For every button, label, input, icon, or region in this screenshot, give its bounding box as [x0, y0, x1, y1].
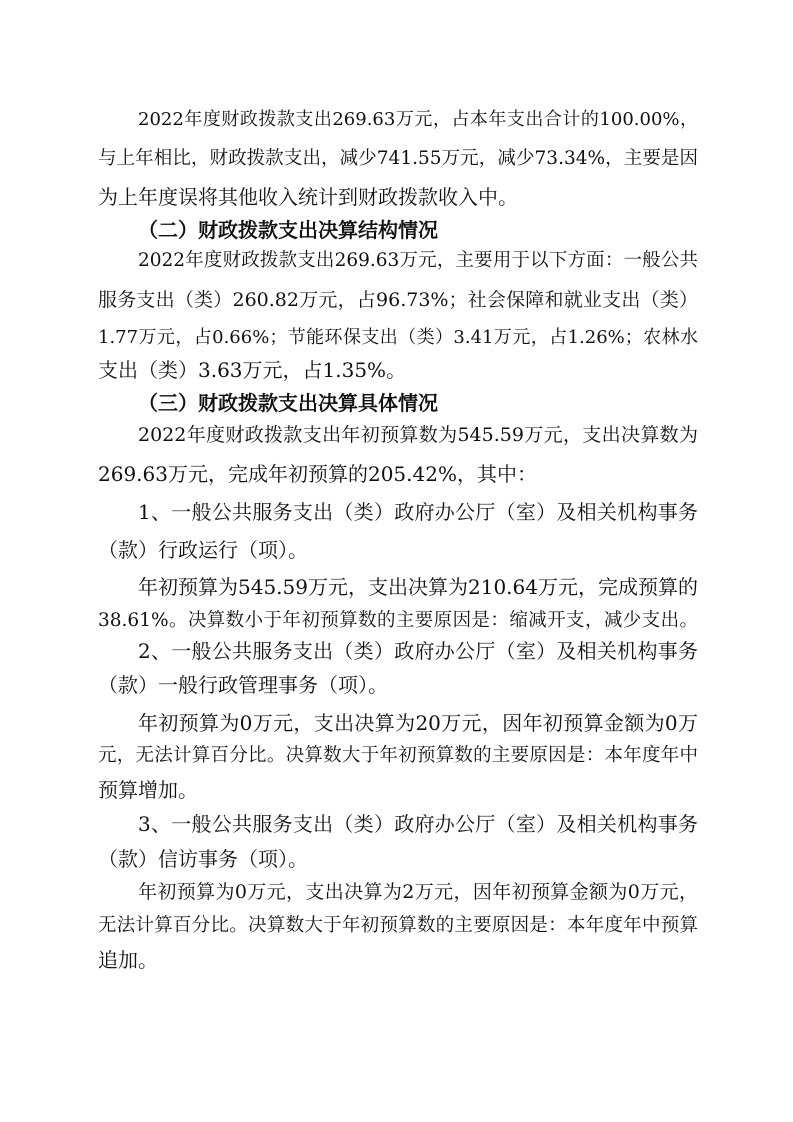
paragraph-line: （款）一般行政管理事务（项）。 — [98, 673, 388, 697]
section-heading: （三）财政拨款支出决算具体情况 — [138, 391, 438, 415]
paragraph-line: 无法计算百分比。决算数大于年初预算数的主要原因是：本年度年中预算 — [98, 915, 698, 936]
paragraph-line: 2、一般公共服务支出（类）政府办公厅（室）及相关机构事务 — [138, 639, 698, 663]
paragraph-line: 3、一般公共服务支出（类）政府办公厅（室）及相关机构事务 — [138, 812, 698, 836]
paragraph-line: 年初预算为545.59万元，支出决算为210.64万元，完成预算的 — [138, 575, 698, 599]
paragraph-line: 追加。 — [98, 948, 158, 972]
paragraph-line: 2022年度财政拨款支出269.63万元，主要用于以下方面：一般公共 — [138, 250, 698, 271]
paragraph-line: 269.63万元，完成年初预算的205.42%，其中： — [98, 462, 537, 486]
paragraph-line: 1、一般公共服务支出（类）政府办公厅（室）及相关机构事务 — [138, 500, 698, 524]
paragraph-line: 支出（类）3.63万元，占1.35%。 — [98, 358, 407, 382]
paragraph-line: 元，无法计算百分比。决算数大于年初预算数的主要原因是：本年度年中 — [98, 745, 698, 766]
paragraph-line: 2022年度财政拨款支出年初预算数为545.59万元，支出决算数为 — [138, 424, 698, 446]
paragraph-line: 服务支出（类）260.82万元，占96.73%；社会保障和就业支出（类） — [98, 289, 698, 311]
paragraph-line: （款）信访事务（项）。 — [98, 847, 308, 871]
section-heading: （二）财政拨款支出决算结构情况 — [138, 218, 438, 242]
paragraph-line: 与上年相比，财政拨款支出，减少741.55万元，减少73.34%，主要是因 — [98, 148, 698, 169]
paragraph-line: 38.61%。决算数小于年初预算数的主要原因是：缩减开支，减少支出。 — [98, 610, 698, 631]
paragraph-line: （款）行政运行（项）。 — [98, 538, 308, 562]
paragraph-line: 年初预算为0万元，支出决算为2万元，因年初预算金额为0万元， — [138, 881, 698, 903]
paragraph-line: 2022年度财政拨款支出269.63万元，占本年支出合计的100.00%， — [138, 109, 698, 130]
paragraph-line: 1.77万元，占0.66%；节能环保支出（类）3.41万元，占1.26%；农林水 — [98, 327, 698, 348]
paragraph-line: 为上年度误将其他收入统计到财政拨款收入中。 — [98, 185, 518, 209]
paragraph-line: 年初预算为0万元，支出决算为20万元，因年初预算金额为0万 — [138, 711, 698, 735]
paragraph-line: 预算增加。 — [98, 778, 198, 802]
